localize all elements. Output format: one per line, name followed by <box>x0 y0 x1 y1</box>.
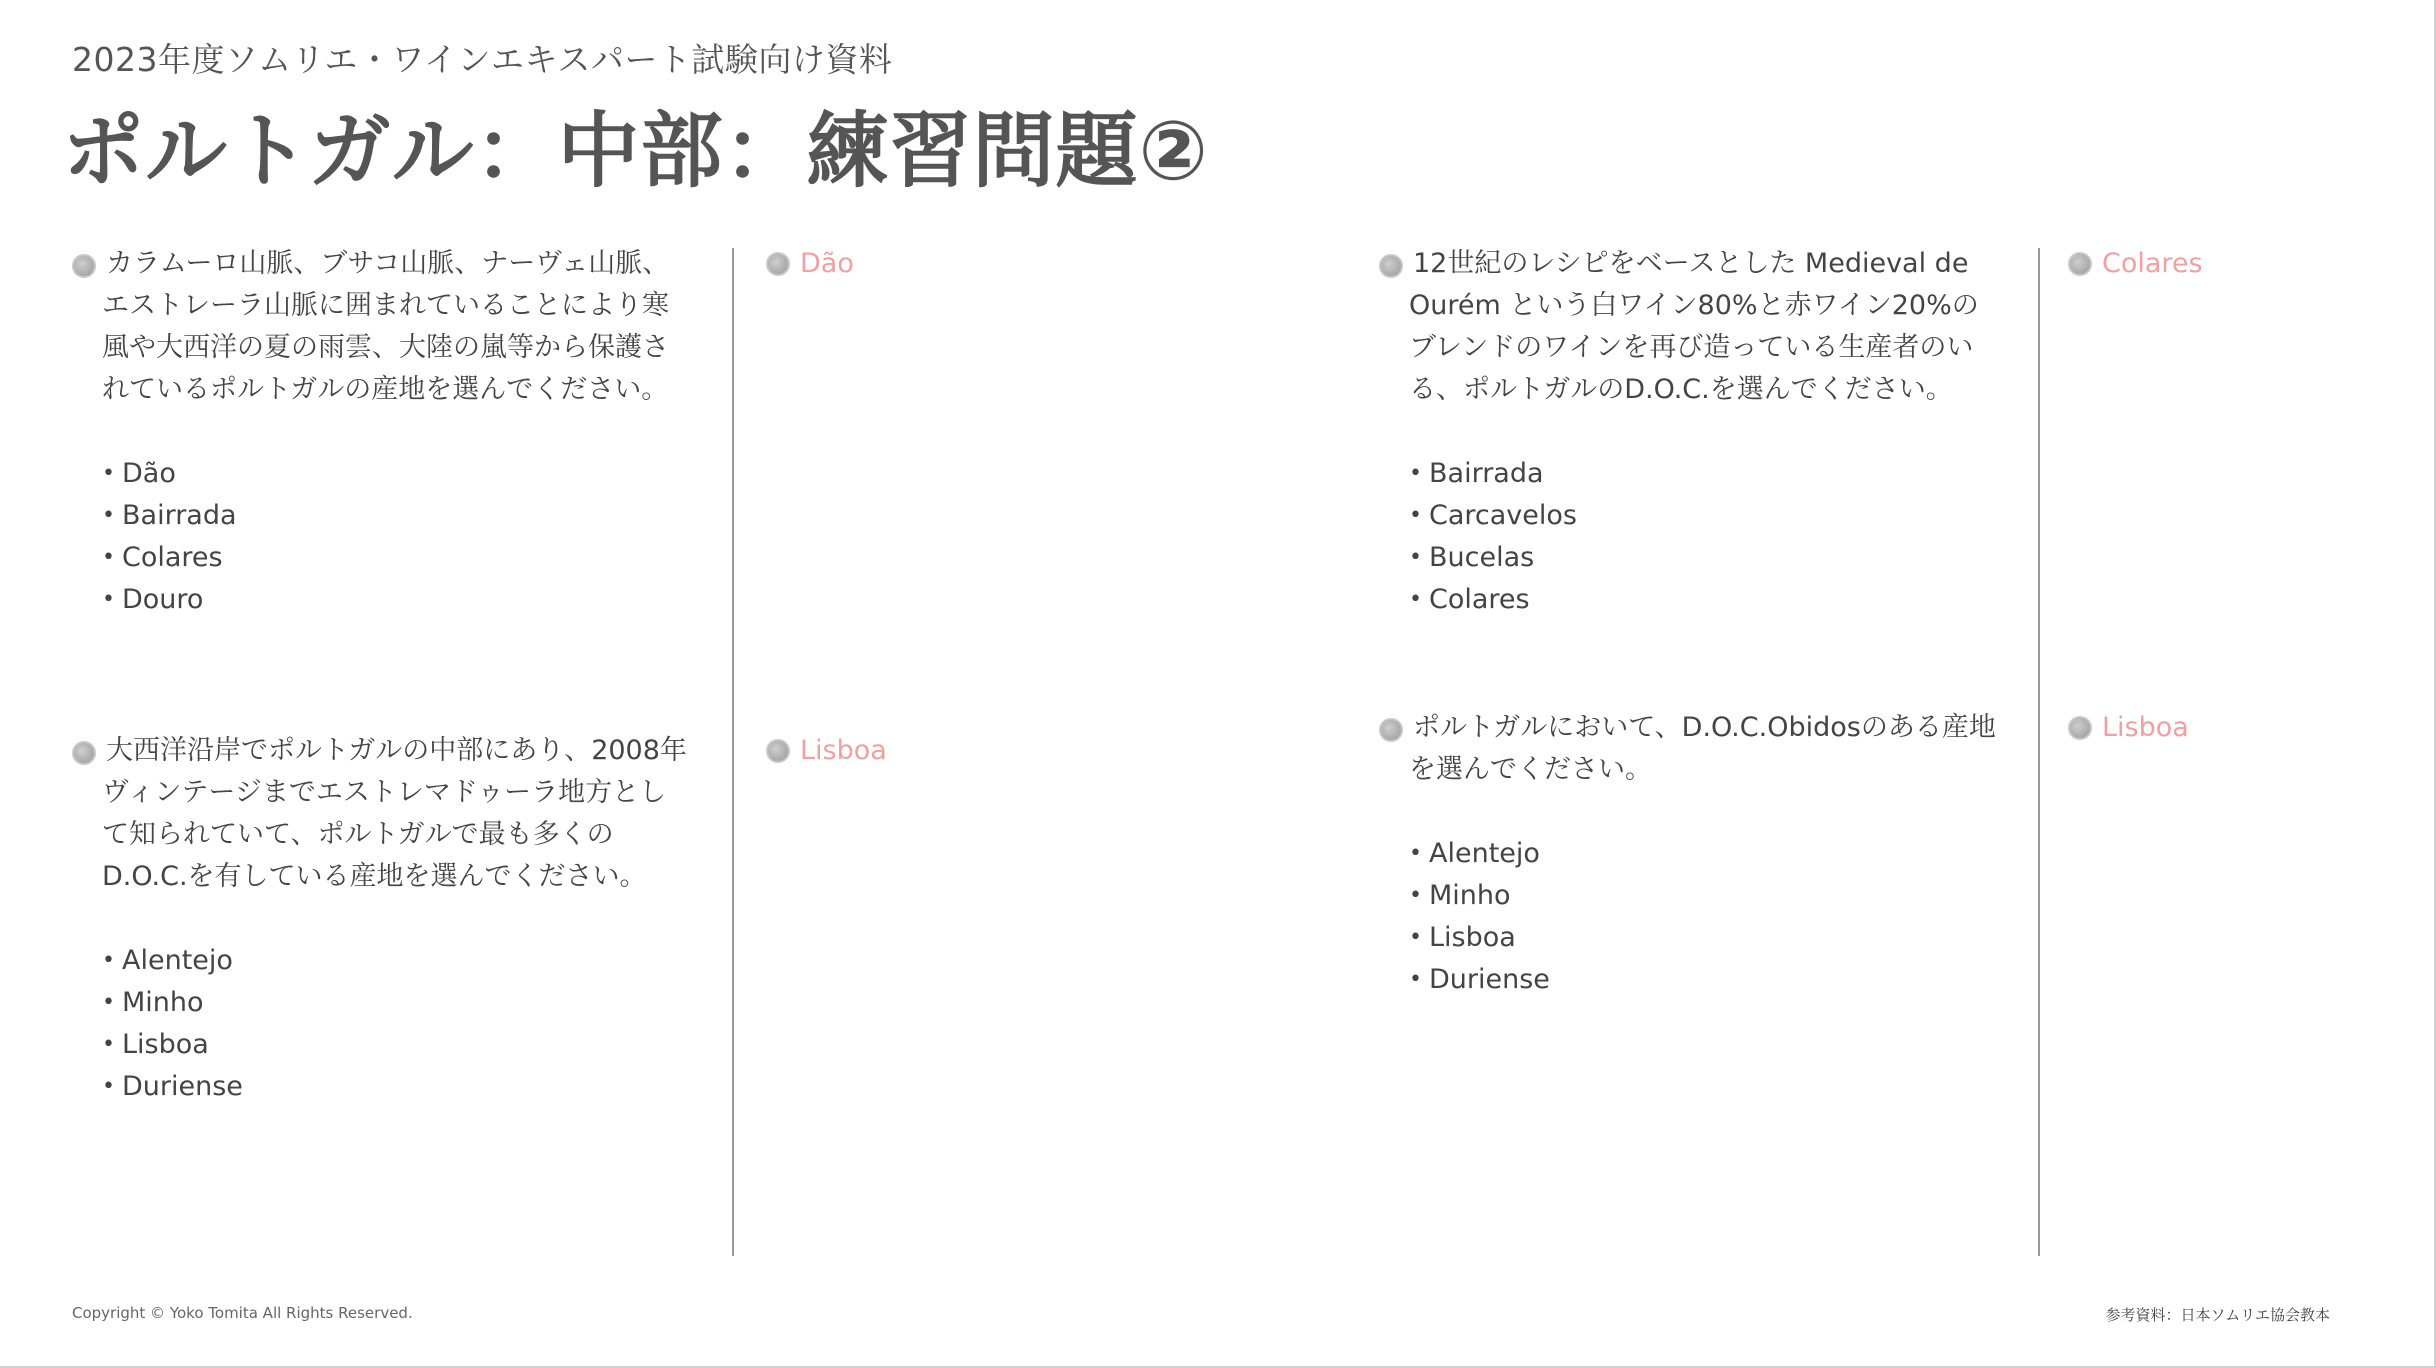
question-4 <box>1379 707 1999 1001</box>
option-item: • Minho <box>1409 875 1999 917</box>
option-item: • Colares <box>1409 579 1999 621</box>
column-divider-left <box>732 248 734 1256</box>
page-title: ポルトガル：中部：練習問題② <box>62 104 1209 199</box>
bullet-dot-icon: • <box>1409 545 1422 570</box>
question-2 <box>72 730 692 1108</box>
document-subtitle: 2023年度ソムリエ・ワインエキスパート試験向け資料 <box>72 40 893 79</box>
bullet-dot-icon: • <box>1409 967 1422 992</box>
question-bullet-icon <box>72 741 96 765</box>
option-item: • Lisboa <box>102 1024 692 1066</box>
option-item: • Alentejo <box>102 940 692 982</box>
option-item: • Carcavelos <box>1409 495 1999 537</box>
answer-bullet-icon <box>2068 716 2092 740</box>
option-item: • Alentejo <box>1409 833 1999 875</box>
option-item: • Colares <box>102 537 692 579</box>
question-bullet-icon <box>1379 254 1403 278</box>
question-3-options <box>1379 453 1999 621</box>
question-bullet-icon <box>72 254 96 278</box>
question-1-text: カラムーロ山脈、ブサコ山脈、ナーヴェ山脈、エストレーラ山脈に囲まれていることにより寒風や大西洋の夏の雨雲、大陸の嵐等から保護されているポルトガルの産地を選んでください。 <box>102 248 670 405</box>
question-1 <box>72 243 692 621</box>
question-3-text-block <box>1379 243 1999 411</box>
question-3 <box>1379 243 1999 621</box>
option-item: • Dão <box>102 453 692 495</box>
answer-2-text: Lisboa <box>800 735 887 766</box>
question-4-text: ポルトガルにおいて、D.O.C.Obidosのある産地を選んでください。 <box>1409 712 1996 785</box>
question-2-text: 大西洋沿岸でポルトガルの中部にあり、2008年ヴィンテージまでエストレマドゥーラ地方として知られていて、ポルトガルで最も多くのD.O.C.を有している産地を選んでください。 <box>102 735 687 892</box>
option-item: • Minho <box>102 982 692 1024</box>
question-1-options <box>72 453 692 621</box>
bullet-dot-icon: • <box>102 948 115 973</box>
copyright-notice: Copyright © Yoko Tomita All Rights Reserved. <box>72 1304 413 1322</box>
bullet-dot-icon: • <box>102 587 115 612</box>
option-item: • Duriense <box>102 1066 692 1108</box>
answer-4-text: Lisboa <box>2102 712 2189 743</box>
question-2-options <box>72 940 692 1108</box>
column-divider-right <box>2038 248 2040 1256</box>
option-item: • Bairrada <box>1409 453 1999 495</box>
bullet-dot-icon: • <box>102 990 115 1015</box>
bullet-dot-icon: • <box>1409 841 1422 866</box>
bullet-dot-icon: • <box>1409 883 1422 908</box>
answer-bullet-icon <box>766 252 790 276</box>
question-1-text-block <box>72 243 692 411</box>
bullet-dot-icon: • <box>102 1074 115 1099</box>
option-item: • Douro <box>102 579 692 621</box>
bullet-dot-icon: • <box>102 461 115 486</box>
question-bullet-icon <box>1379 718 1403 742</box>
bullet-dot-icon: • <box>1409 925 1422 950</box>
bullet-dot-icon: • <box>102 545 115 570</box>
bullet-dot-icon: • <box>102 1032 115 1057</box>
answer-1-text: Dão <box>800 248 854 279</box>
reference-note: 参考資料：日本ソムリエ協会教本 <box>2105 1306 2330 1324</box>
bullet-dot-icon: • <box>1409 587 1422 612</box>
answer-bullet-icon <box>766 739 790 763</box>
option-item: • Bucelas <box>1409 537 1999 579</box>
question-2-text-block <box>72 730 692 898</box>
answer-bullet-icon <box>2068 252 2092 276</box>
option-item: • Duriense <box>1409 959 1999 1001</box>
answer-3-text: Colares <box>2102 248 2203 279</box>
question-3-text: 12世紀のレシピをベースとした Medieval de Ourém という白ワイン80%と赤ワイン20%のブレンドのワインを再び造っている生産者のいる、ポルトガルのD.O.C.を選んでください。 <box>1409 248 1979 405</box>
option-item: • Bairrada <box>102 495 692 537</box>
bullet-dot-icon: • <box>1409 503 1422 528</box>
bullet-dot-icon: • <box>1409 461 1422 486</box>
question-4-options <box>1379 833 1999 1001</box>
question-4-text-block <box>1379 707 1999 791</box>
bullet-dot-icon: • <box>102 503 115 528</box>
option-item: • Lisboa <box>1409 917 1999 959</box>
